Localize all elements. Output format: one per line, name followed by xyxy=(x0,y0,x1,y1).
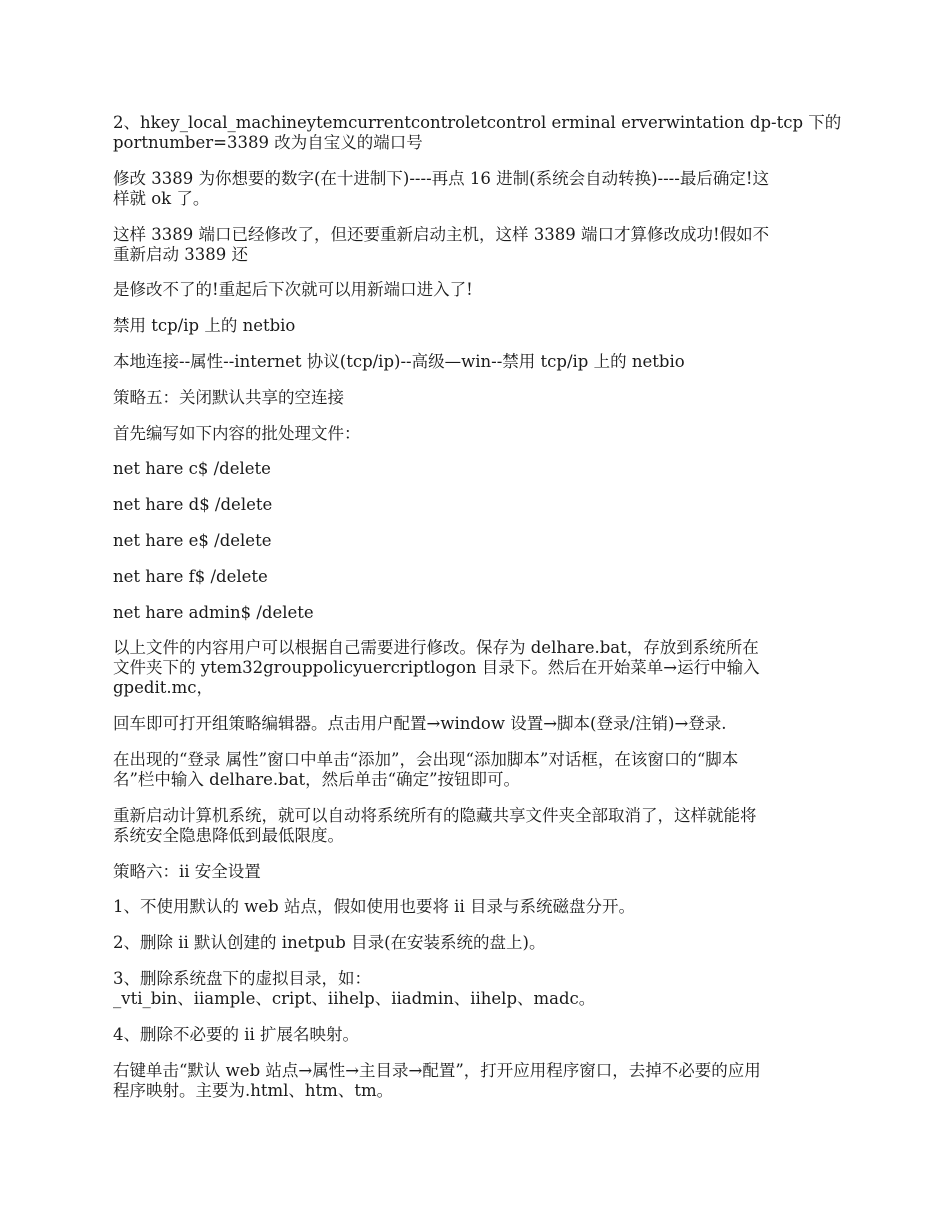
paragraph xyxy=(113,806,843,846)
text-line: 1、不使用默认的 web 站点，假如使用也要将 ii 目录与系统磁盘分开。 xyxy=(113,897,635,917)
text-line: 是修改不了的!重起后下次就可以用新端口进入了! xyxy=(113,280,473,300)
text-line: 名”栏中输入 delhare.bat，然后单击“确定”按钮即可。 xyxy=(113,769,521,789)
paragraph xyxy=(113,531,843,551)
paragraph xyxy=(113,169,843,209)
text-line: 策略五：关闭默认共享的空连接 xyxy=(113,387,344,407)
paragraph xyxy=(113,638,843,698)
text-line: 策略六：ii 安全设置 xyxy=(113,861,261,881)
text-line: 重新启动 3389 还 xyxy=(113,244,248,264)
text-line: 样就 ok 了。 xyxy=(113,188,210,208)
text-line: 4、删除不必要的 ii 扩展名映射。 xyxy=(113,1024,360,1044)
text-line: gpedit.mc， xyxy=(113,678,213,698)
text-line: 系统安全隐患降低到最低限度。 xyxy=(113,825,344,845)
text-line: 重新启动计算机系统，就可以自动将系统所有的隐藏共享文件夹全部取消了，这样就能将 xyxy=(113,805,757,825)
paragraph xyxy=(113,567,843,587)
text-line: 回车即可打开组策略编辑器。点击用户配置→window 设置→脚本(登录/注销)→登录. xyxy=(113,714,727,734)
text-line: 以上文件的内容用户可以根据自己需要进行修改。保存为 delhare.bat，存放到系统所在 xyxy=(113,638,759,658)
text-line: 首先编写如下内容的批处理文件： xyxy=(113,423,361,443)
paragraph xyxy=(113,969,843,1009)
paragraph xyxy=(113,113,843,153)
text-line: 文件夹下的 ytem32grouppolicyuercriptlogon 目录下。然后在开始菜单→运行中输入 xyxy=(113,658,760,678)
paragraph xyxy=(113,1025,843,1045)
paragraph xyxy=(113,424,843,444)
text-line: 3、删除系统盘下的虚拟目录，如： xyxy=(113,968,371,988)
text-line: 修改 3389 为你想要的数字(在十进制下)----再点 16 进制(系统会自动转换)----最后确定!这 xyxy=(113,168,769,188)
document-page xyxy=(113,113,843,1116)
paragraph xyxy=(113,352,843,372)
text-line: net hare c$ /delete xyxy=(113,459,271,479)
text-line: portnumber=3389 改为自宝义的端口号 xyxy=(113,133,423,152)
paragraph xyxy=(113,1061,843,1101)
text-line: net hare admin$ /delete xyxy=(113,602,314,622)
text-line: 2、删除 ii 默认创建的 inetpub 目录(在安装系统的盘上)。 xyxy=(113,933,546,953)
text-line: net hare d$ /delete xyxy=(113,495,273,515)
paragraph xyxy=(113,897,843,917)
paragraph xyxy=(113,459,843,479)
paragraph xyxy=(113,714,843,734)
paragraph xyxy=(113,316,843,336)
text-line: 禁用 tcp/ip 上的 netbio xyxy=(113,316,296,336)
text-line: 本地连接--属性--internet 协议(tcp/ip)--高级—win--禁用 tcp/ip 上的 netbio xyxy=(113,351,685,371)
paragraph xyxy=(113,933,843,953)
paragraph xyxy=(113,388,843,408)
text-line: net hare e$ /delete xyxy=(113,530,272,550)
paragraph xyxy=(113,603,843,623)
text-line: 在出现的“登录 属性”窗口中单击“添加”，会出现“添加脚本”对话框，在该窗口的“脚本 xyxy=(113,749,739,769)
text-line: 程序映射。主要为.html、htm、tm。 xyxy=(113,1080,394,1100)
paragraph xyxy=(113,495,843,515)
paragraph xyxy=(113,280,843,300)
paragraph xyxy=(113,750,843,790)
text-line: 2、hkey_local_machineytemcurrentcontroletcontrol erminal erverwintation dp-tcp 下的 xyxy=(113,113,842,132)
text-line: _vti_bin、iiample、cript、iihelp、iiadmin、iihelp、madc。 xyxy=(113,988,596,1008)
paragraph xyxy=(113,862,843,882)
paragraph xyxy=(113,225,843,265)
text-line: 右键单击“默认 web 站点→属性→主目录→配置”，打开应用程序窗口，去掉不必要的应用 xyxy=(113,1060,761,1080)
text-line: net hare f$ /delete xyxy=(113,566,268,586)
text-line: 这样 3389 端口已经修改了，但还要重新启动主机，这样 3389 端口才算修改成功!假如不 xyxy=(113,224,770,244)
